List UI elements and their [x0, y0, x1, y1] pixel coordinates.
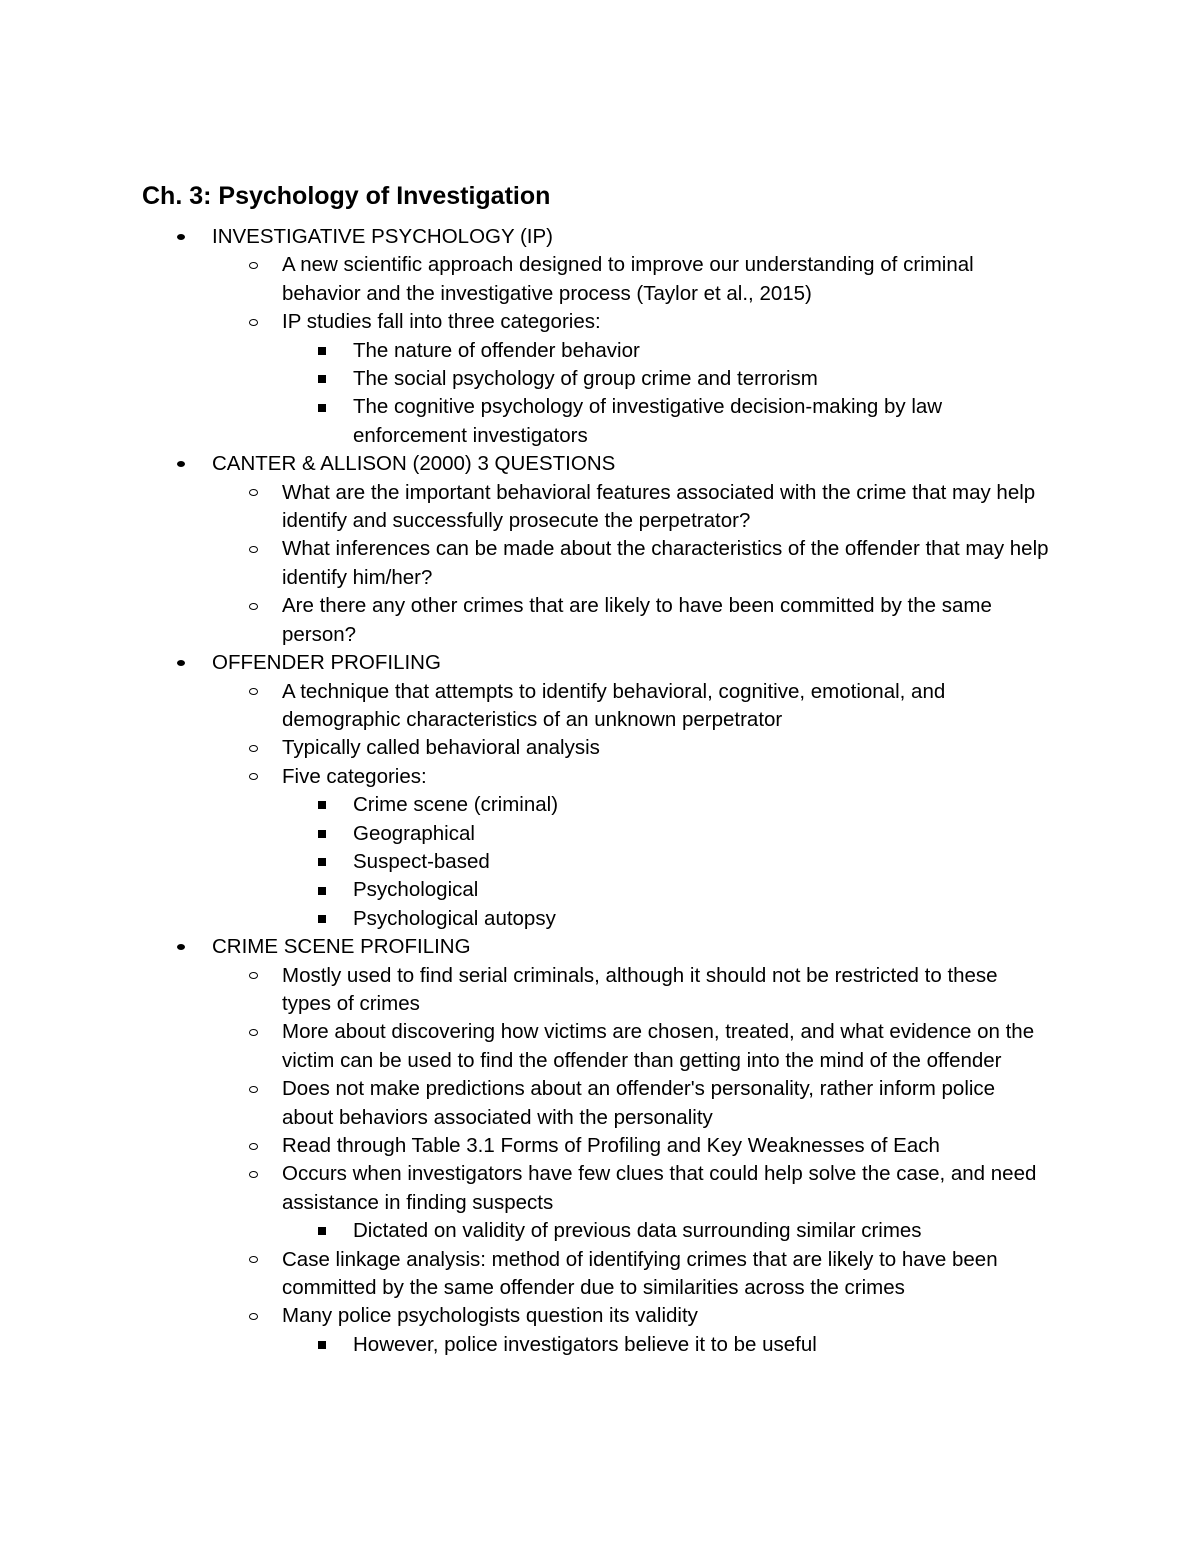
square-bullet-icon [315, 876, 329, 904]
list-item [142, 592, 1052, 649]
item-text: Geographical [353, 821, 475, 845]
list-item [142, 1075, 1052, 1132]
sub-list-item [142, 876, 1052, 904]
list-item [142, 251, 1052, 308]
item-text: The cognitive psychology of investigative decision-making by law enforcement investigators [353, 395, 943, 447]
ring-bullet-icon [246, 1302, 260, 1330]
list-item [142, 308, 1052, 450]
item-text: Suspect-based [353, 849, 490, 873]
item-text: The social psychology of group crime and terrorism [353, 367, 818, 391]
item-text: What inferences can be made about the characteristics of the offender that may help identify him/her? [282, 537, 1049, 589]
list-item [142, 535, 1052, 592]
sub-list-item [142, 791, 1052, 819]
square-bullet-icon [315, 337, 329, 365]
sub-list-item [142, 1217, 1052, 1245]
list-item [142, 1302, 1052, 1359]
item-text: OFFENDER PROFILING [212, 651, 441, 675]
item-text: The nature of offender behavior [353, 338, 640, 362]
square-bullet-icon [315, 1331, 329, 1359]
item-text: Five categories: [282, 764, 427, 788]
list-item [142, 734, 1052, 762]
dot-bullet-icon [174, 649, 188, 677]
item-text: CRIME SCENE PROFILING [212, 935, 471, 959]
item-text: Psychological [353, 878, 479, 902]
item-text: A technique that attempts to identify behavioral, cognitive, emotional, and demographic characteristics of an unknown perpetrator [282, 679, 946, 731]
item-text: Crime scene (criminal) [353, 793, 559, 817]
ring-bullet-icon [246, 592, 260, 620]
ring-bullet-icon [246, 763, 260, 791]
item-text: Typically called behavioral analysis [282, 736, 600, 760]
section-item [142, 649, 1052, 933]
square-bullet-icon [315, 365, 329, 393]
item-text: Read through Table 3.1 Forms of Profiling and Key Weaknesses of Each [282, 1134, 940, 1157]
item-text: Does not make predictions about an offender's personality, rather inform police about behaviors associated with the personality [282, 1077, 996, 1129]
ring-bullet-icon [246, 535, 260, 563]
ring-bullet-icon [246, 1160, 260, 1188]
ring-bullet-icon [246, 1246, 260, 1274]
list-item [142, 1160, 1052, 1245]
item-text: Case linkage analysis: method of identifying crimes that are likely to have been committed by the same offender due to similarities across the crimes [282, 1247, 998, 1300]
square-bullet-icon [315, 1217, 329, 1245]
notes-outline [142, 223, 1052, 1359]
item-text: More about discovering how victims are chosen, treated, and what evidence on the victim can be used to find the offender than getting into the mind of the offender [282, 1020, 1035, 1072]
item-text: Psychological autopsy [353, 906, 556, 930]
ring-bullet-icon [246, 308, 260, 336]
list-item [142, 962, 1052, 1019]
section-item [142, 223, 1052, 450]
ring-bullet-icon [246, 678, 260, 706]
ring-bullet-icon [246, 1018, 260, 1046]
ring-bullet-icon [246, 251, 260, 279]
sub-list-item [142, 1331, 1052, 1359]
section-item [142, 450, 1052, 649]
sub-list-item [142, 848, 1052, 876]
item-text: A new scientific approach designed to improve our understanding of criminal behavior and the investigative process (Taylor et al., 2015) [282, 253, 974, 305]
dot-bullet-icon [174, 933, 188, 961]
ring-bullet-icon [246, 479, 260, 507]
item-text: INVESTIGATIVE PSYCHOLOGY (IP) [212, 225, 553, 248]
dot-bullet-icon [174, 450, 188, 478]
dot-bullet-icon [174, 223, 188, 251]
item-text: IP studies fall into three categories: [282, 310, 601, 334]
ring-bullet-icon [246, 1132, 260, 1160]
sub-list-item [142, 393, 1052, 450]
ring-bullet-icon [246, 1075, 260, 1103]
sub-list-item [142, 365, 1052, 393]
list-item [142, 678, 1052, 735]
list-item [142, 1132, 1052, 1160]
square-bullet-icon [315, 820, 329, 848]
item-text: Occurs when investigators have few clues that could help solve the case, and need assistance in finding suspects [282, 1162, 1037, 1214]
ring-bullet-icon [246, 734, 260, 762]
item-text: What are the important behavioral features associated with the crime that may help identify and successfully prosecute the perpetrator? [282, 480, 1036, 533]
page-title: Ch. 3: Psychology of Investigation [142, 182, 551, 210]
list-item [142, 1246, 1052, 1303]
list-item [142, 763, 1052, 933]
square-bullet-icon [315, 905, 329, 933]
list-item [142, 479, 1052, 536]
square-bullet-icon [315, 791, 329, 819]
sub-list-item [142, 337, 1052, 365]
item-text: However, police investigators believe it to be useful [353, 1332, 817, 1356]
item-text: Mostly used to find serial criminals, although it should not be restricted to these types of crimes [282, 963, 998, 1015]
item-text: CANTER & ALLISON (2000) 3 QUESTIONS [212, 452, 616, 476]
ring-bullet-icon [246, 962, 260, 990]
square-bullet-icon [315, 848, 329, 876]
sub-list-item [142, 820, 1052, 848]
sub-list-item [142, 905, 1052, 933]
item-text: Dictated on validity of previous data surrounding similar crimes [353, 1219, 922, 1243]
item-text: Are there any other crimes that are likely to have been committed by the same person? [282, 594, 992, 646]
list-item [142, 1018, 1052, 1075]
square-bullet-icon [315, 393, 329, 421]
item-text: Many police psychologists question its validity [282, 1304, 698, 1328]
section-item [142, 933, 1052, 1359]
